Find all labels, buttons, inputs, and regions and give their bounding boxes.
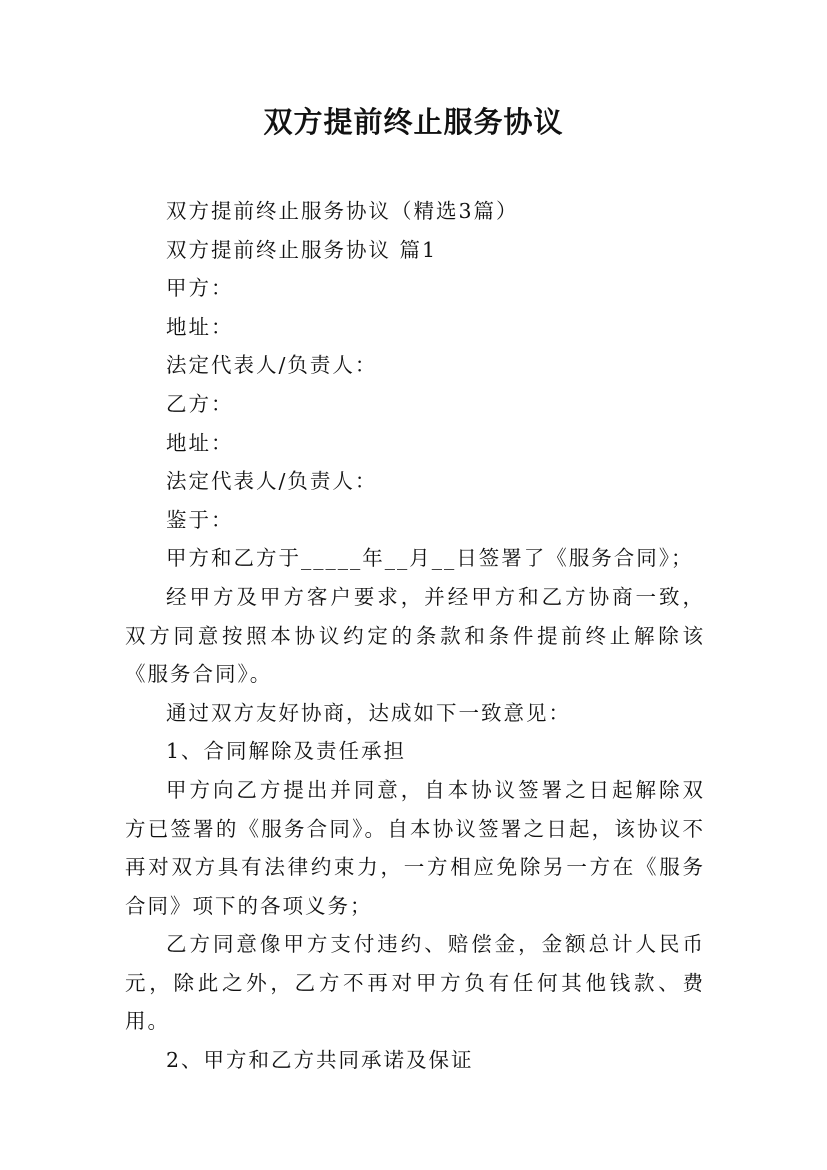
paragraph-subtitle: 双方提前终止服务协议（精选3篇）	[166, 199, 519, 223]
document-title: 双方提前终止服务协议	[263, 105, 564, 139]
paragraph-clause-2-heading: 2、甲方和乙方共同承诺及保证	[166, 1048, 474, 1073]
paragraph-section-heading: 双方提前终止服务协议 篇1	[166, 237, 438, 262]
paragraph-party-a-address: 地址：	[166, 314, 234, 339]
paragraph-party-a-representative: 法定代表人/负责人：	[166, 353, 378, 378]
paragraph-party-b-address: 地址：	[166, 430, 234, 455]
paragraph-clause-1-heading: 1、合同解除及责任承担	[166, 739, 407, 764]
paragraph-agreement-intro: 通过双方友好协商，达成如下一致意见：	[166, 700, 571, 725]
paragraph-party-a: 甲方：	[166, 276, 234, 301]
paragraph-contract-date: 甲方和乙方于_____年__月__日签署了《服务合同》；	[166, 546, 694, 571]
document-body	[125, 192, 705, 1080]
paragraph-party-b: 乙方：	[166, 391, 234, 416]
paragraph-whereas: 鉴于：	[166, 507, 234, 532]
paragraph-termination-reason: 经甲方及甲方客户要求，并经甲方和乙方协商一致，双方同意按照本协议约定的条款和条件提前终止解除该《服务合同》。	[125, 584, 705, 687]
paragraph-party-b-representative: 法定代表人/负责人：	[166, 469, 378, 494]
paragraph-compensation: 乙方同意像甲方支付违约、赔偿金，金额总计人民币元，除此之外，乙方不再对甲方负有任何其他钱款、费用。	[125, 932, 705, 1034]
paragraph-clause-1-body: 甲方向乙方提出并同意，自本协议签署之日起解除双方已签署的《服务合同》。自本协议签署之日起，该协议不再对双方具有法律约束力，一方相应免除另一方在《服务合同》项下的各项义务；	[125, 777, 705, 918]
